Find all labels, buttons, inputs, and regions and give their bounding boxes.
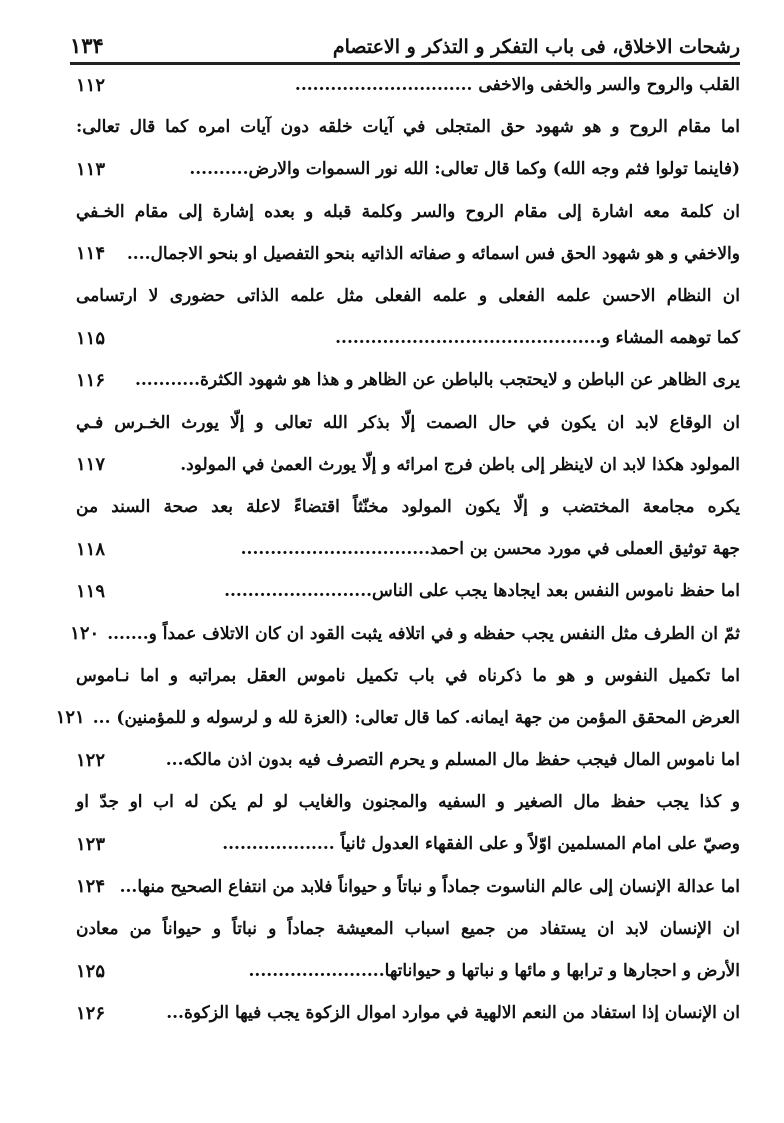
- table-of-contents: [55, 64, 740, 1034]
- running-title: رشحات الاخلاق، فی باب التفکر و التذکر و الاعتصام: [332, 36, 740, 58]
- toc-page-number: ١٢٣: [76, 833, 106, 855]
- page-number: ١٣۴: [70, 33, 104, 58]
- toc-line-text: يكره مجامعة المختضب و إلّا يكون المولود مخنّثاً اقتضاءً لاعلة بعد صحة السند من: [76, 496, 740, 517]
- toc-line: [76, 866, 740, 908]
- toc-page-number: ١٢۴: [76, 876, 106, 898]
- toc-line-text: اما ناموس المال فيجب حفظ مال المسلم و يحرم التصرف فيه بدون اذن مالكه...: [165, 750, 740, 771]
- toc-line-text: كما توهمه المشاء و.............................................: [335, 328, 740, 349]
- toc-line-text: القلب والروح والسر والخفی والاخفی ..............................: [294, 75, 740, 96]
- toc-line-text: وصيّ على امام المسلمين اوّلاً و على الفقهاء العدول ثانياً ...................: [222, 834, 740, 855]
- toc-line-text: ان كلمة معه اشارة إلى مقام الروح والسر وكلمة قبله و بعده إشارة إلى مقام الخـفي: [76, 201, 740, 222]
- toc-line-text: ثمّ ان الطرف مثل النفس يجب حفظه و في اتلافه يثبت القود ان كان الاتلاف عمداً و.......: [107, 623, 740, 644]
- toc-line-text: جهة توثيق العملى في مورد محسن بن احمد................................: [240, 539, 740, 560]
- toc-line: [76, 486, 740, 528]
- toc-line-text: و كذا يجب حفظ مال الصغير و السفيه والمجنون والغايب لو لم يكن له اب او جدّ او: [76, 792, 740, 813]
- toc-line: [76, 655, 740, 697]
- running-header: [70, 24, 740, 58]
- toc-line-text: الأرض و احجارها و ترابها و مائها و نباتها و حيواناتها.......................: [248, 961, 740, 982]
- toc-line: [76, 275, 740, 317]
- toc-line: [70, 612, 740, 654]
- toc-line-text: العرض المحقق المؤمن من جهة ايمانه. كما قال تعالى: (العزة لله و لرسوله و للمؤمنين) ...: [92, 707, 740, 728]
- toc-page-number: ١١٩: [76, 580, 106, 602]
- toc-line: [55, 697, 740, 739]
- toc-line: [76, 992, 740, 1034]
- toc-line: [76, 64, 740, 106]
- toc-line-text: ان الوقاع لابد ان يكون في حال الصمت إلّا بذكر الله تعالى و إلّا يورث الخـرس فـي: [76, 412, 740, 433]
- toc-page-number: ١٢٢: [76, 749, 106, 771]
- toc-line-text: والاخفي و هو شهود الحق فس اسمائه و صفاته الذاتيه بنحو التفصيل او بنحو الاجمال....: [126, 243, 740, 264]
- toc-line-text: ان الإنسان إذا استفاد من النعم الالهية في موارد اموال الزكوة يجب فيها الزكوة...: [166, 1003, 740, 1024]
- toc-line: [76, 148, 740, 190]
- toc-line: [76, 570, 740, 612]
- toc-line: [76, 444, 740, 486]
- toc-line-text: ان الإنسان لابد ان يستفاد من جميع اسباب المعيشة جماداً و نباتاً و حيواناً من معادن: [76, 918, 740, 939]
- toc-page-number: ١١٢: [76, 74, 106, 96]
- toc-line: [76, 317, 740, 359]
- toc-line: [76, 950, 740, 992]
- toc-line: [76, 191, 740, 233]
- toc-page-number: ١١٧: [76, 454, 106, 476]
- toc-line-text: اما تكميل النفوس و هو ما ذكرناه في باب تكميل ناموس العقل بمراتبه و اما نـاموس: [76, 665, 740, 686]
- toc-line-text: اما عدالة الإنسان إلى عالم الناسوت جماداً و نباتاً و حيواناً فلابد من انتفاع الصحيح منها...: [119, 876, 740, 897]
- toc-line-text: اما حفظ ناموس النفس بعد ايجادها يجب على الناس.........................: [224, 581, 740, 602]
- toc-page-number: ١١۵: [76, 327, 106, 349]
- toc-line: [76, 739, 740, 781]
- toc-page-number: ١١٣: [76, 158, 106, 180]
- toc-page-number: ١٢۶: [76, 1002, 106, 1024]
- toc-page-number: ١٢۵: [76, 960, 106, 982]
- toc-page-number: ١١٨: [76, 538, 106, 560]
- toc-line-text: يرى الظاهر عن الباطن و لايحتجب بالباطن عن الظاهر و هذا هو شهود الكثرة...........: [134, 370, 740, 391]
- toc-line: [76, 908, 740, 950]
- toc-line-text: ان النظام الاحسن علمه الفعلى و علمه الفعلى مثل علمه الذاتى حضورى لا ارتسامى: [76, 286, 740, 307]
- toc-line: [76, 528, 740, 570]
- toc-line: [76, 781, 740, 823]
- toc-line-text: (فاينما تولوا فثم وجه الله) وكما قال تعالى: الله نور السموات والارض..........: [189, 159, 740, 180]
- toc-line: [76, 106, 740, 148]
- toc-line: [76, 402, 740, 444]
- toc-line-text: المولود هكذا لابد ان لاينظر إلى باطن فرج امرائه و إلّا يورث العمىٰ في المولود.: [180, 454, 740, 475]
- toc-page-number: ١٢٠: [70, 623, 100, 645]
- toc-line-text: اما مقام الروح و هو شهود حق المتجلی في آيات خلقه دون آيات امره كما قال تعالى:: [76, 117, 740, 138]
- toc-page-number: ١٢١: [55, 707, 85, 729]
- toc-line: [76, 823, 740, 865]
- toc-page-number: ١١۶: [76, 369, 106, 391]
- toc-line: [76, 233, 740, 275]
- toc-line: [76, 359, 740, 401]
- toc-page-number: ١١۴: [76, 243, 106, 265]
